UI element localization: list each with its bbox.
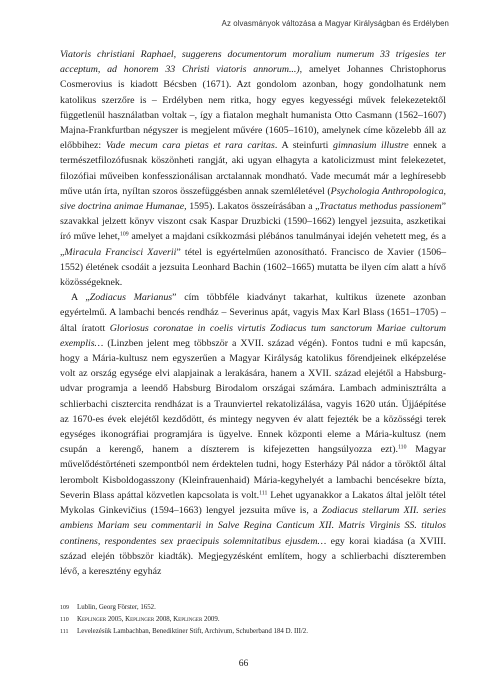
italic-title: gimnasium illustre (333, 140, 409, 152)
text-run: , amelyet Johannes Christophorus Cosmerovius is kiadott Bécsben (1671). Azt gondolom azonban, hogy gondolhatunk nem katolikus szerzőre is – Erdélyben nem ritka, hogy egyes kegyességi művek felekezetektől függetlenül használatban voltak –, így a fiatalon meghalt humanista Otto Casmann (1562–1607) Majna-Frankfurtban négyszer is megjelent művére (1605–1610), amelynek címe közelebb áll az előbbihez: (60, 64, 446, 152)
text-run: . A steinfurti (274, 140, 334, 152)
footnote (60, 626, 446, 638)
footnote-number: 110 (60, 617, 69, 623)
text-run: (Linzben jelent meg többször a XVII. század végén). Fontos tudni e mű kapcsán, hogy a Mária-kultusz nem egyszerűen a Magyar Királyság katolikus főrendjeinek elképzelése volt az ország egysége elvi alapjainak a lerakására, hanem a XVII. század elejétől a Habsburg-udvar programja a leendő Habsburg Birodalom országai számára. Lambach adminisztrálta a schlierbachi cisztercita rendházat is a Traunviertel rekatolizálása, vagyis 1620 után. Újjáépítése az 1670-es évek elejétől kezdődött, és mintegy negyven év alatt fejezték be a közösségi terek egységes ikonográfiai programjára is ügyelve. Ennek központi eleme a Mária-kultusz (nem csupán a kerengő, hanem a díszterem is kifejezetten hangsúlyozza ezt). (60, 337, 446, 456)
text-run: A „ (71, 292, 90, 304)
italic-title: Psychologia Anthropologica, sive doctrina animae Humanae, (60, 185, 446, 213)
footnote-number: 111 (60, 629, 69, 635)
text-run: Lehet ugyanakkor a Lakatos által jelölt tétel Mykolas Ginkevičius (1594–1663) lengyel jezsuita műve is, a (60, 489, 446, 517)
italic-title: Vade mecum cara pietas et rara caritas (105, 140, 275, 152)
footnote (60, 614, 446, 626)
footnote (60, 602, 446, 614)
text-run: ” szavakkal jelzett könyv viszont csak Kaspar Druzbicki (1590–1662) lengyel jezsuita, aszketikai író műve lehet, (60, 201, 446, 243)
italic-title: Viatoris christiani Raphael, suggerens documentorum moralium numerum 33 trigesies ter acceptum, ad honorem 33 Christi viatoris annorum...) (60, 49, 446, 76)
footnote-text: Keplinger 2005, Keplinger 2008, Keplinger 2009. (77, 616, 220, 623)
text-run: ” cím többféle kiadványt takarhat, kultikus üzenete azonban egyértelmű. A lambachi bencés rendház – Severinus apát, vagyis Max Karl Blass (1651–1705) – által íratott (60, 292, 446, 334)
page-number: 66 (238, 658, 249, 669)
italic-title: Miracula Francisci Xaverii (64, 246, 177, 258)
text-run: Magyar művelődéstörténeti szempontból nem érdektelen tudni, hogy Esterházy Pál nádor a töröktől által lerombolt Kisboldogasszony (Kleinfrauenhaid) Mária-kegyhelyét a lambachi bencésekre bízta, Severin Blass apáttal közvetlen kapcsolata is volt. (60, 444, 446, 501)
text-run: egy korai kiadása (a XVIII. század elején többször kiadták). Megjegyzésként említem, hogy a schlierbachi díszteremben lévő, a keresztény egyház (60, 535, 446, 577)
text-run: ennek a természetfilozófusnak köszönheti rangját, aki ugyan elhagyta a katolicizmust mint felekezetet, filozófiai műveiben konfesszionálisan arctalannak mondható. Vade mecumát már a leghíresebb műve után írta, nyíltan szoros összefüggésben annak szemléletével ( (60, 140, 446, 197)
footnote-text: Levelezésük Lambachban, Benediktiner Stift, Archivum, Schuberband 184 D. III/2. (77, 628, 308, 635)
running-header: Az olvasmányok változása a Magyar Királyságban és Erdélyben (221, 19, 449, 28)
footnote-ref: 110 (398, 444, 407, 451)
footnotes (60, 602, 446, 638)
footnote-number: 109 (60, 605, 69, 611)
footnote-ref: 111 (259, 490, 268, 497)
italic-title: Zodiacus stellarum XII. series ambiens Mariam seu commentarii in Salve Regina Canticum XII. Matris Virginis SS. titulos continens, respondentes sex praecipuis solemnitatibus ejusdem… (60, 505, 446, 547)
italic-title: Gloriosus coronatae in coelis virtutis Zodiacus tum sanctorum Mariae cultorum exemplis… (60, 322, 446, 349)
italic-title: Zodiacus Marianus (89, 292, 173, 304)
footnote-ref: 109 (119, 231, 129, 238)
paragraph-1 (60, 47, 446, 290)
text-run: ” tétel is egyértelműen azonosítható. Francisco de Xavier (1506–1552) életének csodáit a jezsuita Leonhard Bachin (1602–1665) mutatta be ilyen cím alatt a hívő közösségeknek. (60, 246, 447, 289)
text-run: amelyet a majdani csíkkozmási plébános tanulmányai idején vehetett meg, és a „ (60, 231, 446, 258)
text-run: 1595). Lakatos összeírásában a „ (186, 201, 320, 213)
italic-title: Tractatus methodus passionem (319, 201, 442, 213)
footnote-text: Lublin, Georg Förster, 1652. (77, 604, 156, 611)
body-text (60, 47, 446, 579)
paragraph-2 (60, 290, 446, 579)
